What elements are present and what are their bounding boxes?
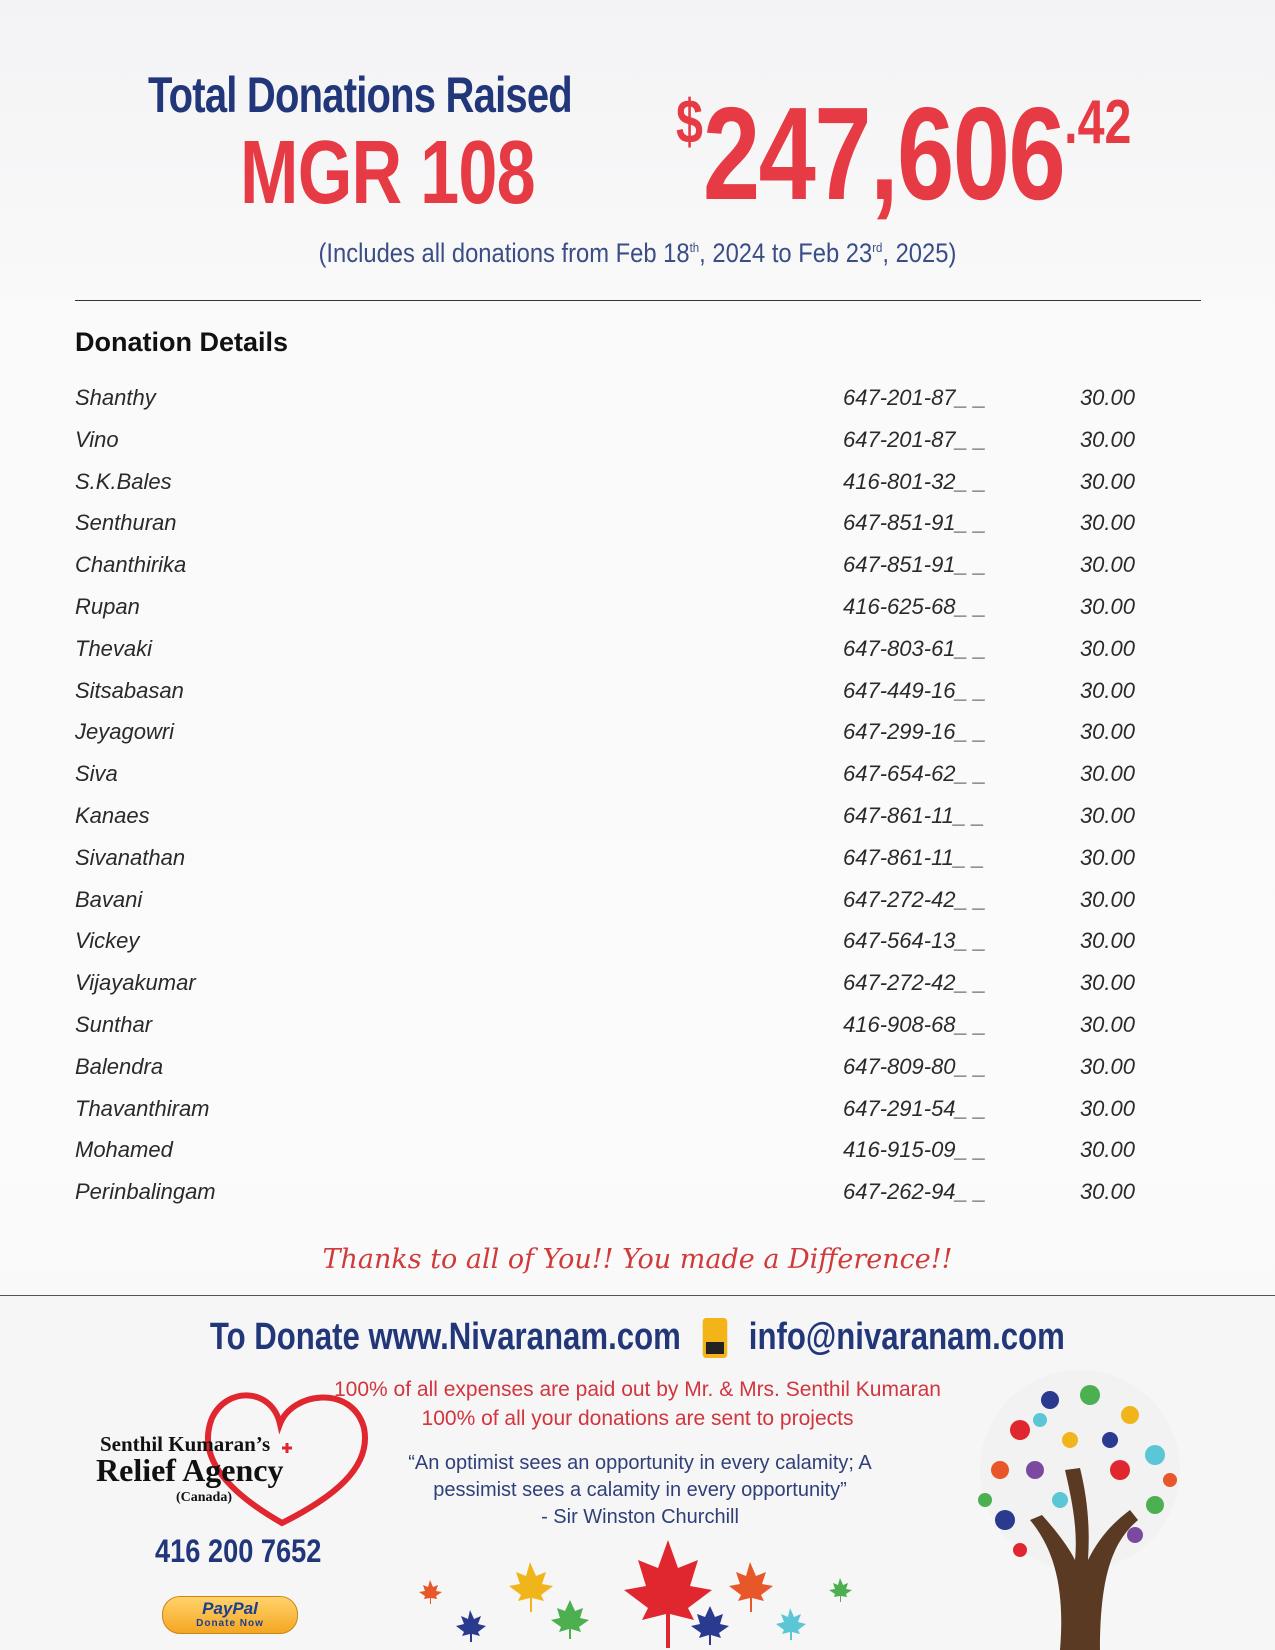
donation-amount: 30.00 [1079, 1053, 1135, 1079]
donation-amount: 30.00 [1079, 719, 1135, 745]
campaign-name: MGR 108 [240, 123, 535, 223]
donor-name: Sivanathan [75, 844, 186, 870]
donor-name: Jeyagowri [75, 719, 175, 745]
donation-row [75, 678, 1135, 718]
donation-amount: 30.00 [1079, 677, 1135, 703]
donor-phone: 647-861-11_ _ [843, 803, 985, 828]
donor-phone: 416-801-32_ _ [843, 468, 987, 494]
donation-amount: 30.00 [1079, 385, 1135, 410]
donation-row [75, 552, 1135, 592]
donation-row [75, 803, 1135, 843]
donation-row [75, 970, 1135, 1010]
donor-phone: 647-851-91_ _ [843, 510, 987, 536]
range-part-2: , 2024 to Feb 23 [699, 238, 873, 268]
donation-row [75, 1096, 1135, 1136]
donate-website-link[interactable]: To Donate www.Nivaranam.com [209, 1316, 681, 1358]
donor-name: Rupan [75, 594, 140, 619]
donor-name: Perinbalingam [75, 1179, 216, 1205]
amount-whole: 247,606 [702, 80, 1065, 227]
donor-name: Sitsabasan [75, 677, 184, 703]
logo-line-2: Relief Agency [96, 1452, 284, 1488]
donor-phone: 647-272-42_ _ [843, 970, 987, 996]
total-amount [676, 80, 1132, 227]
donation-amount: 30.00 [1079, 761, 1135, 787]
paypal-donate-button[interactable] [162, 1596, 298, 1634]
donor-phone: 647-201-87_ _ [843, 385, 987, 410]
donor-phone: 647-564-13_ _ [843, 928, 987, 954]
donation-amount: 30.00 [1079, 928, 1135, 954]
expenses-note: 100% of all expenses are paid out by Mr. & Mrs. Senthil Kumaran [334, 1378, 941, 1401]
maple-leaves-decoration [410, 1520, 930, 1650]
donor-name: Thavanthiram [75, 1095, 210, 1121]
interac-icon [703, 1318, 728, 1358]
phone-number: 416 200 7652 [155, 1533, 322, 1569]
donor-name: Thevaki [75, 635, 153, 661]
donor-phone: 647-201-87_ _ [843, 426, 987, 452]
donor-name: Vijayakumar [75, 970, 196, 996]
donor-phone: 647-299-16_ _ [843, 719, 987, 745]
donor-phone: 647-262-94_ _ [843, 1179, 987, 1205]
donation-row [75, 510, 1135, 550]
donor-phone: 416-625-68_ _ [843, 594, 987, 619]
thanks-message: Thanks to all of You!! You made a Difference!! [322, 1244, 953, 1275]
range-part-3: , 2025) [882, 238, 957, 268]
donation-amount: 30.00 [1079, 1137, 1135, 1163]
donation-row [75, 385, 1135, 425]
donor-phone: 647-272-42_ _ [843, 886, 987, 912]
donor-name: S.K.Bales [75, 468, 172, 494]
donation-row [75, 594, 1135, 634]
donation-row [75, 1054, 1135, 1094]
donor-phone: 416-915-09_ _ [843, 1137, 987, 1163]
donation-row [75, 636, 1135, 676]
donor-phone: 647-449-16_ _ [843, 677, 987, 703]
donor-name: Shanthy [75, 385, 156, 410]
donor-phone: 416-908-68_ _ [843, 1012, 987, 1037]
donations-note: 100% of all your donations are sent to projects [421, 1407, 854, 1430]
donor-name: Chanthirika [75, 552, 187, 578]
range-sup-2: rd [872, 240, 883, 255]
donation-row [75, 887, 1135, 927]
paypal-label: Donate Now [196, 1618, 264, 1629]
donation-amount: 30.00 [1079, 594, 1135, 619]
donor-phone: 647-803-61_ _ [843, 635, 987, 661]
donation-row [75, 845, 1135, 885]
donation-row [75, 1012, 1135, 1052]
donation-row [75, 719, 1135, 759]
donation-row [75, 469, 1135, 509]
quote-line-1: “An optimist sees an opportunity in every calamity; A [408, 1452, 872, 1474]
header-divider [75, 300, 1201, 301]
donation-amount: 30.00 [1079, 1012, 1135, 1037]
date-range-note [0, 238, 1275, 269]
amount-cents: .42 [1064, 88, 1132, 157]
donation-amount: 30.00 [1079, 552, 1135, 578]
donation-row [75, 1137, 1135, 1177]
donation-amount: 30.00 [1079, 468, 1135, 494]
donor-phone: 647-654-62_ _ [843, 761, 987, 787]
donor-name: Balendra [75, 1053, 164, 1079]
donation-amount: 30.00 [1079, 803, 1135, 828]
donor-name: Sunthar [75, 1012, 153, 1037]
donation-row [75, 427, 1135, 467]
donation-row [75, 761, 1135, 801]
range-sup-1: th [689, 240, 700, 255]
donor-name: Siva [75, 761, 118, 787]
hands-tree-illustration [960, 1360, 1200, 1650]
email-link[interactable]: info@nivaranam.com [748, 1316, 1066, 1358]
maple-leaf-icon [624, 1540, 712, 1648]
donation-amount: 30.00 [1079, 886, 1135, 912]
range-part-1: (Includes all donations from Feb 18 [318, 238, 690, 268]
donor-phone: 647-809-80_ _ [843, 1053, 987, 1079]
quote [390, 1450, 890, 1531]
quote-author: - Sir Winston Churchill [541, 1506, 739, 1528]
donor-name: Vino [75, 426, 119, 452]
donor-name: Kanaes [75, 803, 150, 828]
donor-name: Bavani [75, 886, 143, 912]
donor-name: Mohamed [75, 1137, 173, 1163]
currency-symbol: $ [676, 88, 703, 157]
section-title: Donation Details [75, 327, 289, 357]
donation-amount: 30.00 [1079, 970, 1135, 996]
paypal-brand: PayPal [202, 1599, 258, 1618]
donation-amount: 30.00 [1079, 510, 1135, 536]
donor-name: Senthuran [75, 510, 177, 536]
logo-line-1: Senthil Kumaran’s [100, 1432, 271, 1456]
donor-name: Vickey [75, 928, 140, 954]
donate-line [0, 1316, 1275, 1359]
quote-line-2: pessimist sees a calamity in every opportunity” [433, 1479, 847, 1501]
donation-amount: 30.00 [1079, 1179, 1135, 1205]
donation-amount: 30.00 [1079, 426, 1135, 452]
donation-amount: 30.00 [1079, 635, 1135, 661]
donor-phone: 647-851-91_ _ [843, 552, 987, 578]
donation-row [75, 1179, 1135, 1219]
donation-amount: 30.00 [1079, 844, 1135, 870]
donor-phone: 647-861-11_ _ [843, 844, 985, 870]
relief-agency-logo [92, 1388, 382, 1528]
page-title: Total Donations Raised [148, 67, 572, 123]
donation-row [75, 928, 1135, 968]
donor-phone: 647-291-54_ _ [843, 1095, 987, 1121]
donation-amount: 30.00 [1079, 1095, 1135, 1121]
logo-line-3: (Canada) [176, 1490, 233, 1505]
